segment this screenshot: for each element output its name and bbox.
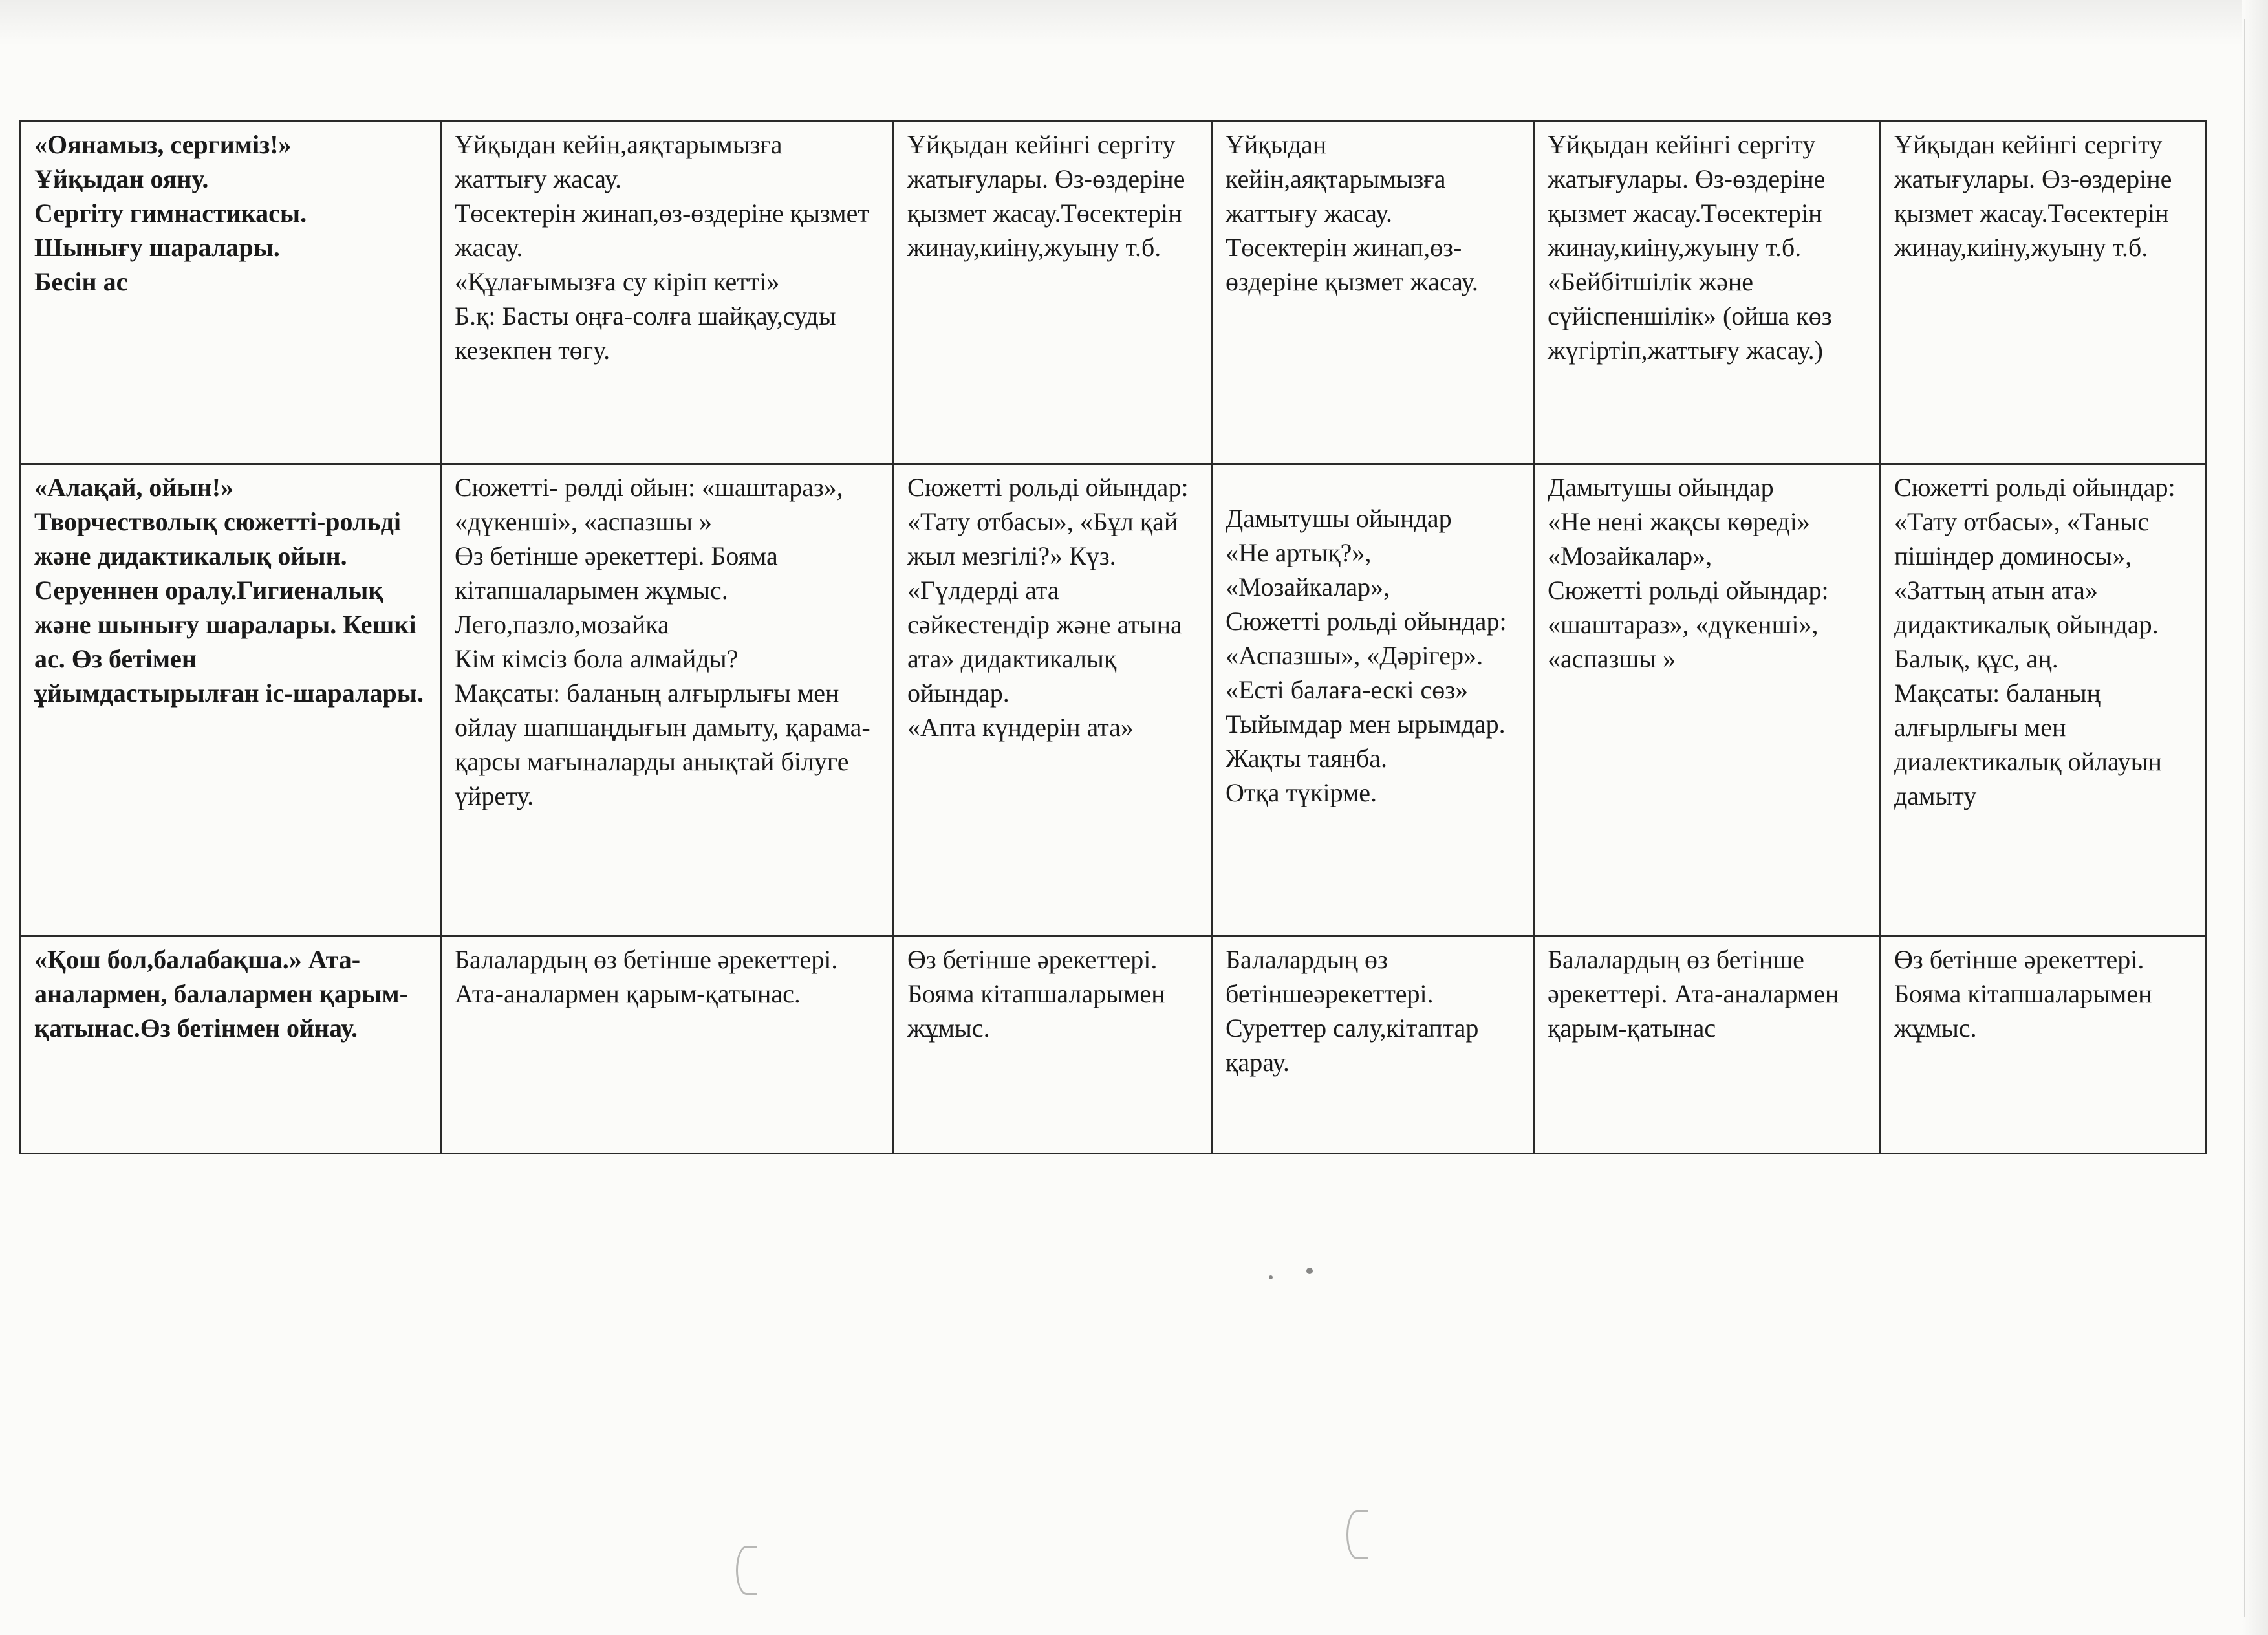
table-cell-wednesday: Ұйқыдан кейін,аяқтарымызға жаттығу жасау. Төсектерін жинап,өз-өздеріне қызмет жасау. xyxy=(1212,122,1534,464)
activity-heading-cell: «Оянамыз, сергиміз!» Ұйқыдан ояну. Сергіту гимнастикасы. Шынығу шаралары. Бесін ас xyxy=(21,122,441,464)
table-cell-monday: Сюжетті- рөлді ойын: «шаштараз», «дүкенші», «аспазшы » Өз бетінше әрекеттері. Бояма кітапшаларымен жұмыс. Лего,пазло,мозайка Кім кімсіз бола алмайды? Мақсаты: баланың алғырлығы мен ойлау шапшаңдығын дамыту, қарама-қарсы мағыналарды анықтай білуге үйрету. xyxy=(441,464,894,937)
table-cell-monday: Балалардың өз бетінше әрекеттері. Ата-аналармен қарым-қатынас. xyxy=(441,937,894,1154)
table-row xyxy=(21,122,2207,464)
table-cell-tuesday: Сюжетті рольді ойындар: «Тату отбасы», «Бұл қай жыл мезгілі?» Күз. «Гүлдерді ата сәйкестендір және атына ата» дидактикалық ойындар. «Апта күндерін ата» xyxy=(894,464,1212,937)
table-cell-wednesday: Балалардың өз бетіншеәрекеттері. Суреттер салу,кітаптар қарау. xyxy=(1212,937,1534,1154)
activity-heading-cell: «Алақай, ойын!» Творчестволық сюжетті-рольді және дидактикалық ойын. Серуеннен оралу.Гигиеналық және шынығу шаралары. Кешкі ас. Өз бетімен ұйымдастырылған іс-шаралары. xyxy=(21,464,441,937)
table-cell-friday: Ұйқыдан кейінгі сергіту жатығулары. Өз-өздеріне қызмет жасау.Төсектерін жинау,киіну,жуыну т.б. xyxy=(1881,122,2207,464)
scan-speck xyxy=(1306,1268,1313,1274)
daily-plan-table xyxy=(19,120,2207,1154)
table-cell-friday: Өз бетінше әрекеттері. Бояма кітапшаларымен жұмыс. xyxy=(1881,937,2207,1154)
table-row xyxy=(21,464,2207,937)
table-cell-wednesday: Дамытушы ойындар «Не артық?», «Мозайкалар», Сюжетті рольді ойындар: «Аспазшы», «Дәрігер». «Есті балаға-ескі сөз» Тыйымдар мен ырымдар. Жақты таянба. Отқа түкірме. xyxy=(1212,464,1534,937)
scan-shadow-top xyxy=(0,0,2268,45)
activity-heading-cell: «Қош бол,балабақша.» Ата-аналармен, балалармен қарым-қатынас.Өз бетінмен ойнау. xyxy=(21,937,441,1154)
table-cell-friday: Сюжетті рольді ойындар: «Тату отбасы», «Таныс пішіндер доминосы», «Заттың атын ата» дидактикалық ойындар. Балық, құс, аң. Мақсаты: баланың алғырлығы мен диалектикалық ойлауын дамыту xyxy=(1881,464,2207,937)
table-cell-tuesday: Ұйқыдан кейінгі сергіту жатығулары. Өз-өздеріне қызмет жасау.Төсектерін жинау,киіну,жуыну т.б. xyxy=(894,122,1212,464)
table-cell-thursday: Дамытушы ойындар «Не нені жақсы көреді» «Мозайкалар», Сюжетті рольді ойындар: «шаштараз», «дүкенші», «аспазшы » xyxy=(1534,464,1881,937)
table-cell-tuesday: Өз бетінше әрекеттері. Бояма кітапшаларымен жұмыс. xyxy=(894,937,1212,1154)
table-row xyxy=(21,937,2207,1154)
table-cell-thursday: Ұйқыдан кейінгі сергіту жатығулары. Өз-өздеріне қызмет жасау.Төсектерін жинау,киіну,жуыну т.б. «Бейбітшілік және сүйіспеншілік» (ойша көз жүгіртіп,жаттығу жасау.) xyxy=(1534,122,1881,464)
table-cell-monday: Ұйқыдан кейін,аяқтарымызға жаттығу жасау. Төсектерін жинап,өз-өздеріне қызмет жасау. «Құлағымызға су кіріп кетті» Б.қ: Басты оңға-солға шайқау,суды кезекпен төгу. xyxy=(441,122,894,464)
scan-shadow-right xyxy=(2242,0,2268,1635)
scan-fold-line xyxy=(2244,19,2245,1617)
scan-artifact-mark xyxy=(736,1546,757,1595)
scan-speck xyxy=(1269,1275,1273,1279)
scan-artifact-mark xyxy=(1346,1510,1368,1559)
table-cell-thursday: Балалардың өз бетінше әрекеттері. Ата-аналармен қарым-қатынас xyxy=(1534,937,1881,1154)
